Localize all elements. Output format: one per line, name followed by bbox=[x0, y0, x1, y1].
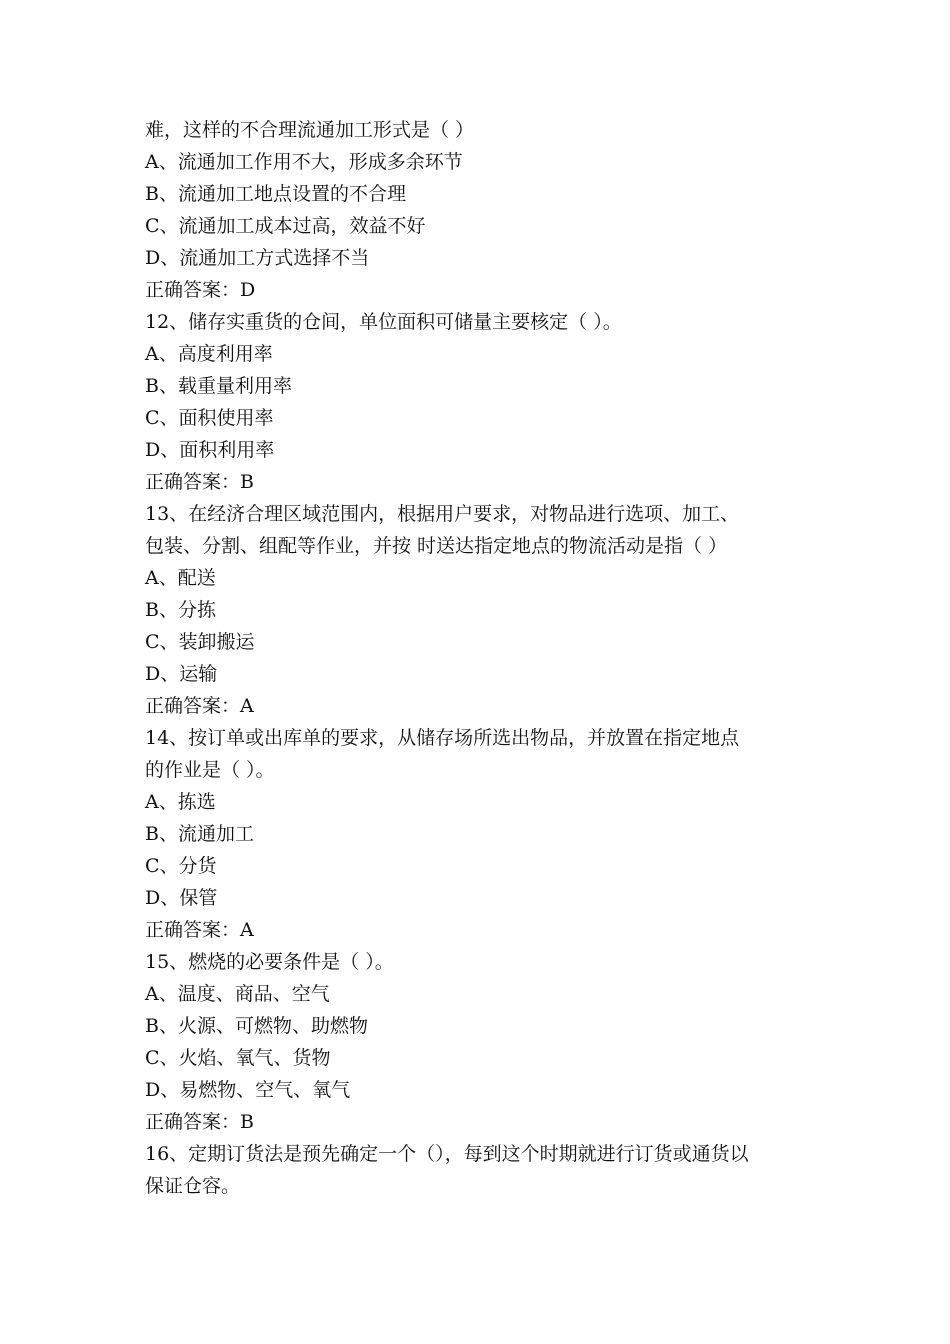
answer-line: 正确答案：A bbox=[145, 695, 254, 717]
option-b: B、流通加工 bbox=[145, 823, 254, 845]
option-d: D、运输 bbox=[145, 663, 218, 685]
page-content bbox=[145, 114, 815, 1202]
option-c: C、装卸搬运 bbox=[145, 631, 255, 653]
question-14: 14、按订单或出库单的要求，从储存场所选出物品，并放置在指定地点 bbox=[145, 727, 740, 749]
question-16: 16、定期订货法是预先确定一个（），每到这个时期就进行订货或通货以 bbox=[145, 1143, 749, 1165]
option-d: D、流通加工方式选择不当 bbox=[145, 247, 370, 269]
option-b: B、流通加工地点设置的不合理 bbox=[145, 183, 406, 205]
option-a: A、配送 bbox=[145, 567, 216, 589]
question-13-continuation: 包装、分割、组配等作业，并按 时送达指定地点的物流活动是指（ ） bbox=[145, 535, 728, 557]
option-d: D、保管 bbox=[145, 887, 218, 909]
option-d: D、易燃物、空气、氧气 bbox=[145, 1079, 351, 1101]
option-c: C、面积使用率 bbox=[145, 407, 274, 429]
question-continuation-line: 难，这样的不合理流通加工形式是（ ） bbox=[145, 119, 475, 141]
option-b: B、火源、可燃物、助燃物 bbox=[145, 1015, 368, 1037]
question-12: 12、储存实重货的仓间，单位面积可储量主要核定（ ）。 bbox=[145, 311, 622, 333]
option-b: B、载重量利用率 bbox=[145, 375, 292, 397]
question-16-continuation: 保证仓容。 bbox=[145, 1175, 241, 1197]
option-c: C、火焰、氧气、货物 bbox=[145, 1047, 331, 1069]
answer-line: 正确答案：B bbox=[145, 471, 254, 493]
question-14-continuation: 的作业是（ ）。 bbox=[145, 759, 275, 781]
answer-line: 正确答案：A bbox=[145, 919, 254, 941]
option-a: A、拣选 bbox=[145, 791, 216, 813]
option-b: B、分拣 bbox=[145, 599, 216, 621]
option-c: C、分货 bbox=[145, 855, 217, 877]
option-c: C、流通加工成本过高，效益不好 bbox=[145, 215, 426, 237]
option-a: A、高度利用率 bbox=[145, 343, 273, 365]
answer-line: 正确答案：D bbox=[145, 279, 256, 301]
answer-line: 正确答案：B bbox=[145, 1111, 254, 1133]
option-a: A、流通加工作用不大，形成多余环节 bbox=[145, 151, 463, 173]
question-13: 13、在经济合理区域范围内，根据用户要求，对物品进行选项、加工、 bbox=[145, 503, 740, 525]
question-15: 15、燃烧的必要条件是（ ）。 bbox=[145, 951, 394, 973]
option-d: D、面积利用率 bbox=[145, 439, 275, 461]
option-a: A、温度、商品、空气 bbox=[145, 983, 330, 1005]
